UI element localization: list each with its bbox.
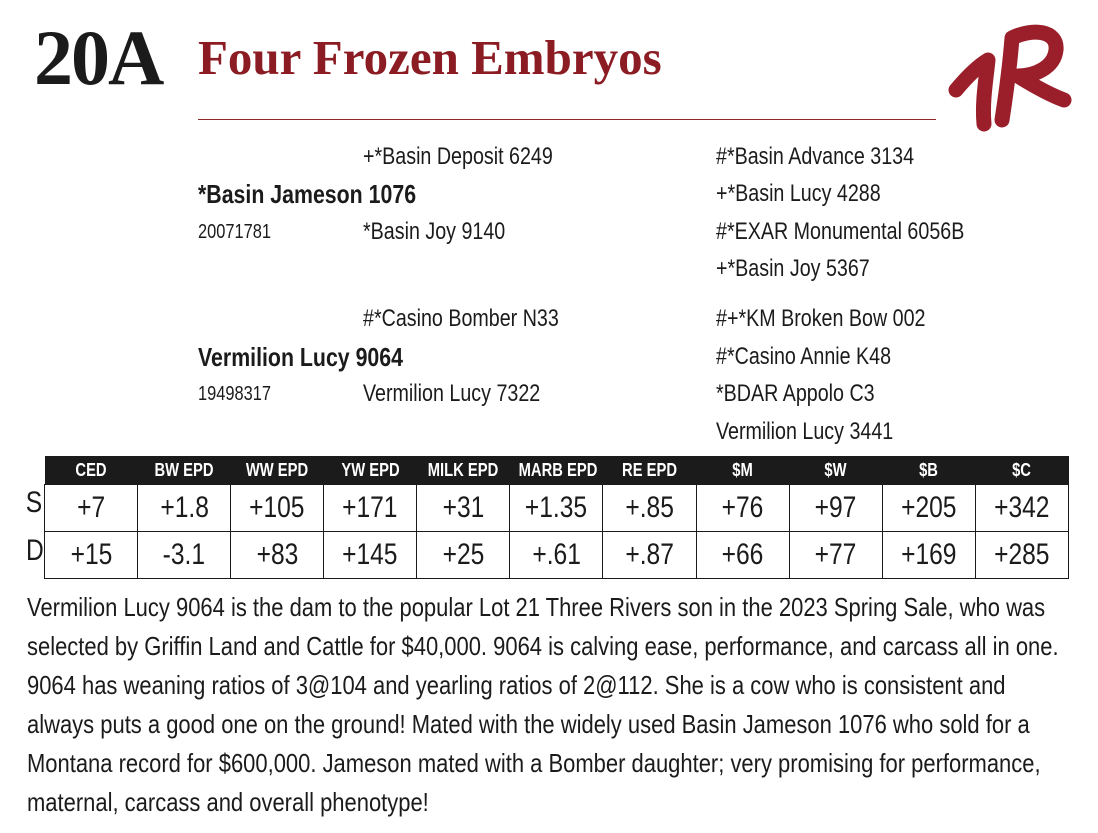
epd-cell: +15 bbox=[45, 532, 138, 579]
dam-name: Vermilion Lucy 9064 bbox=[198, 342, 404, 372]
epd-cell: +97 bbox=[789, 485, 882, 532]
epd-cell: +25 bbox=[417, 532, 510, 579]
epd-header: MARB EPD bbox=[510, 456, 603, 485]
epd-header: CED bbox=[45, 456, 138, 485]
great-grandparent: Vermilion Lucy 3441 bbox=[716, 418, 894, 445]
epd-header: MILK EPD bbox=[417, 456, 510, 485]
epd-header: $W bbox=[789, 456, 882, 485]
epd-table bbox=[44, 456, 1069, 579]
great-grandparent: #*Casino Annie K48 bbox=[716, 343, 892, 370]
great-grandparent: +*Basin Lucy 4288 bbox=[716, 180, 881, 207]
dam-registration: 19498317 bbox=[198, 383, 271, 405]
sire-name: *Basin Jameson 1076 bbox=[198, 179, 417, 209]
lot-number: 20A bbox=[34, 14, 163, 101]
sire-of-sire: +*Basin Deposit 6249 bbox=[363, 143, 553, 170]
epd-row-sire bbox=[45, 485, 1069, 532]
epd-header: BW EPD bbox=[138, 456, 231, 485]
great-grandparent: #*EXAR Monumental 6056B bbox=[716, 218, 965, 245]
epd-row-label-sire: S bbox=[25, 486, 43, 519]
great-grandparent: +*Basin Joy 5367 bbox=[716, 255, 870, 282]
epd-cell: +1.8 bbox=[138, 485, 231, 532]
sire-registration: 20071781 bbox=[198, 221, 271, 243]
epd-cell: +285 bbox=[975, 532, 1068, 579]
epd-cell: -3.1 bbox=[138, 532, 231, 579]
epd-cell: +66 bbox=[696, 532, 789, 579]
epd-cell: +.87 bbox=[603, 532, 696, 579]
epd-cell: +205 bbox=[882, 485, 975, 532]
epd-cell: +83 bbox=[231, 532, 324, 579]
epd-row-dam bbox=[45, 532, 1069, 579]
great-grandparent: #*Basin Advance 3134 bbox=[716, 143, 915, 170]
epd-header-row bbox=[45, 456, 1069, 485]
epd-cell: +.85 bbox=[603, 485, 696, 532]
epd-cell: +77 bbox=[789, 532, 882, 579]
great-grandparent: *BDAR Appolo C3 bbox=[716, 380, 875, 407]
epd-cell: +76 bbox=[696, 485, 789, 532]
epd-cell: +171 bbox=[324, 485, 417, 532]
epd-cell: +169 bbox=[882, 532, 975, 579]
epd-cell: +7 bbox=[45, 485, 138, 532]
epd-cell: +1.35 bbox=[510, 485, 603, 532]
epd-header: $C bbox=[975, 456, 1068, 485]
lot-title: Four Frozen Embryos bbox=[198, 30, 662, 85]
epd-header: RE EPD bbox=[603, 456, 696, 485]
epd-row-label-dam: D bbox=[25, 534, 44, 567]
dam-of-dam: Vermilion Lucy 7322 bbox=[363, 380, 541, 407]
sire-of-dam: #*Casino Bomber N33 bbox=[363, 305, 559, 332]
epd-cell: +31 bbox=[417, 485, 510, 532]
great-grandparent: #+*KM Broken Bow 002 bbox=[716, 305, 926, 332]
epd-header: $B bbox=[882, 456, 975, 485]
lot-description: Vermilion Lucy 9064 is the dam to the popular Lot 21 Three Rivers son in the 2023 Spring Sale, who was selected by Griffin Land and Cattle for $40,000. 9064 is calving ease, performance, and carcass all in one. 9064 has weaning ratios of 3@104 and yearling ratios of 2@112. She is a cow who is consistent and always puts a good one on the ground! Mated with the widely used Basin Jameson 1076 who sold for a Montana record for $600,000. Jameson mated with a Bomber daughter; very promising for performance, maternal, carcass and overall phenotype! bbox=[27, 592, 1059, 817]
brand-logo bbox=[948, 20, 1072, 140]
epd-cell: +105 bbox=[231, 485, 324, 532]
epd-header: $M bbox=[696, 456, 789, 485]
epd-cell: +145 bbox=[324, 532, 417, 579]
epd-header: WW EPD bbox=[231, 456, 324, 485]
dam-of-sire: *Basin Joy 9140 bbox=[363, 218, 506, 245]
epd-cell: +342 bbox=[975, 485, 1068, 532]
epd-header: YW EPD bbox=[324, 456, 417, 485]
epd-cell: +.61 bbox=[510, 532, 603, 579]
title-divider bbox=[198, 119, 936, 120]
